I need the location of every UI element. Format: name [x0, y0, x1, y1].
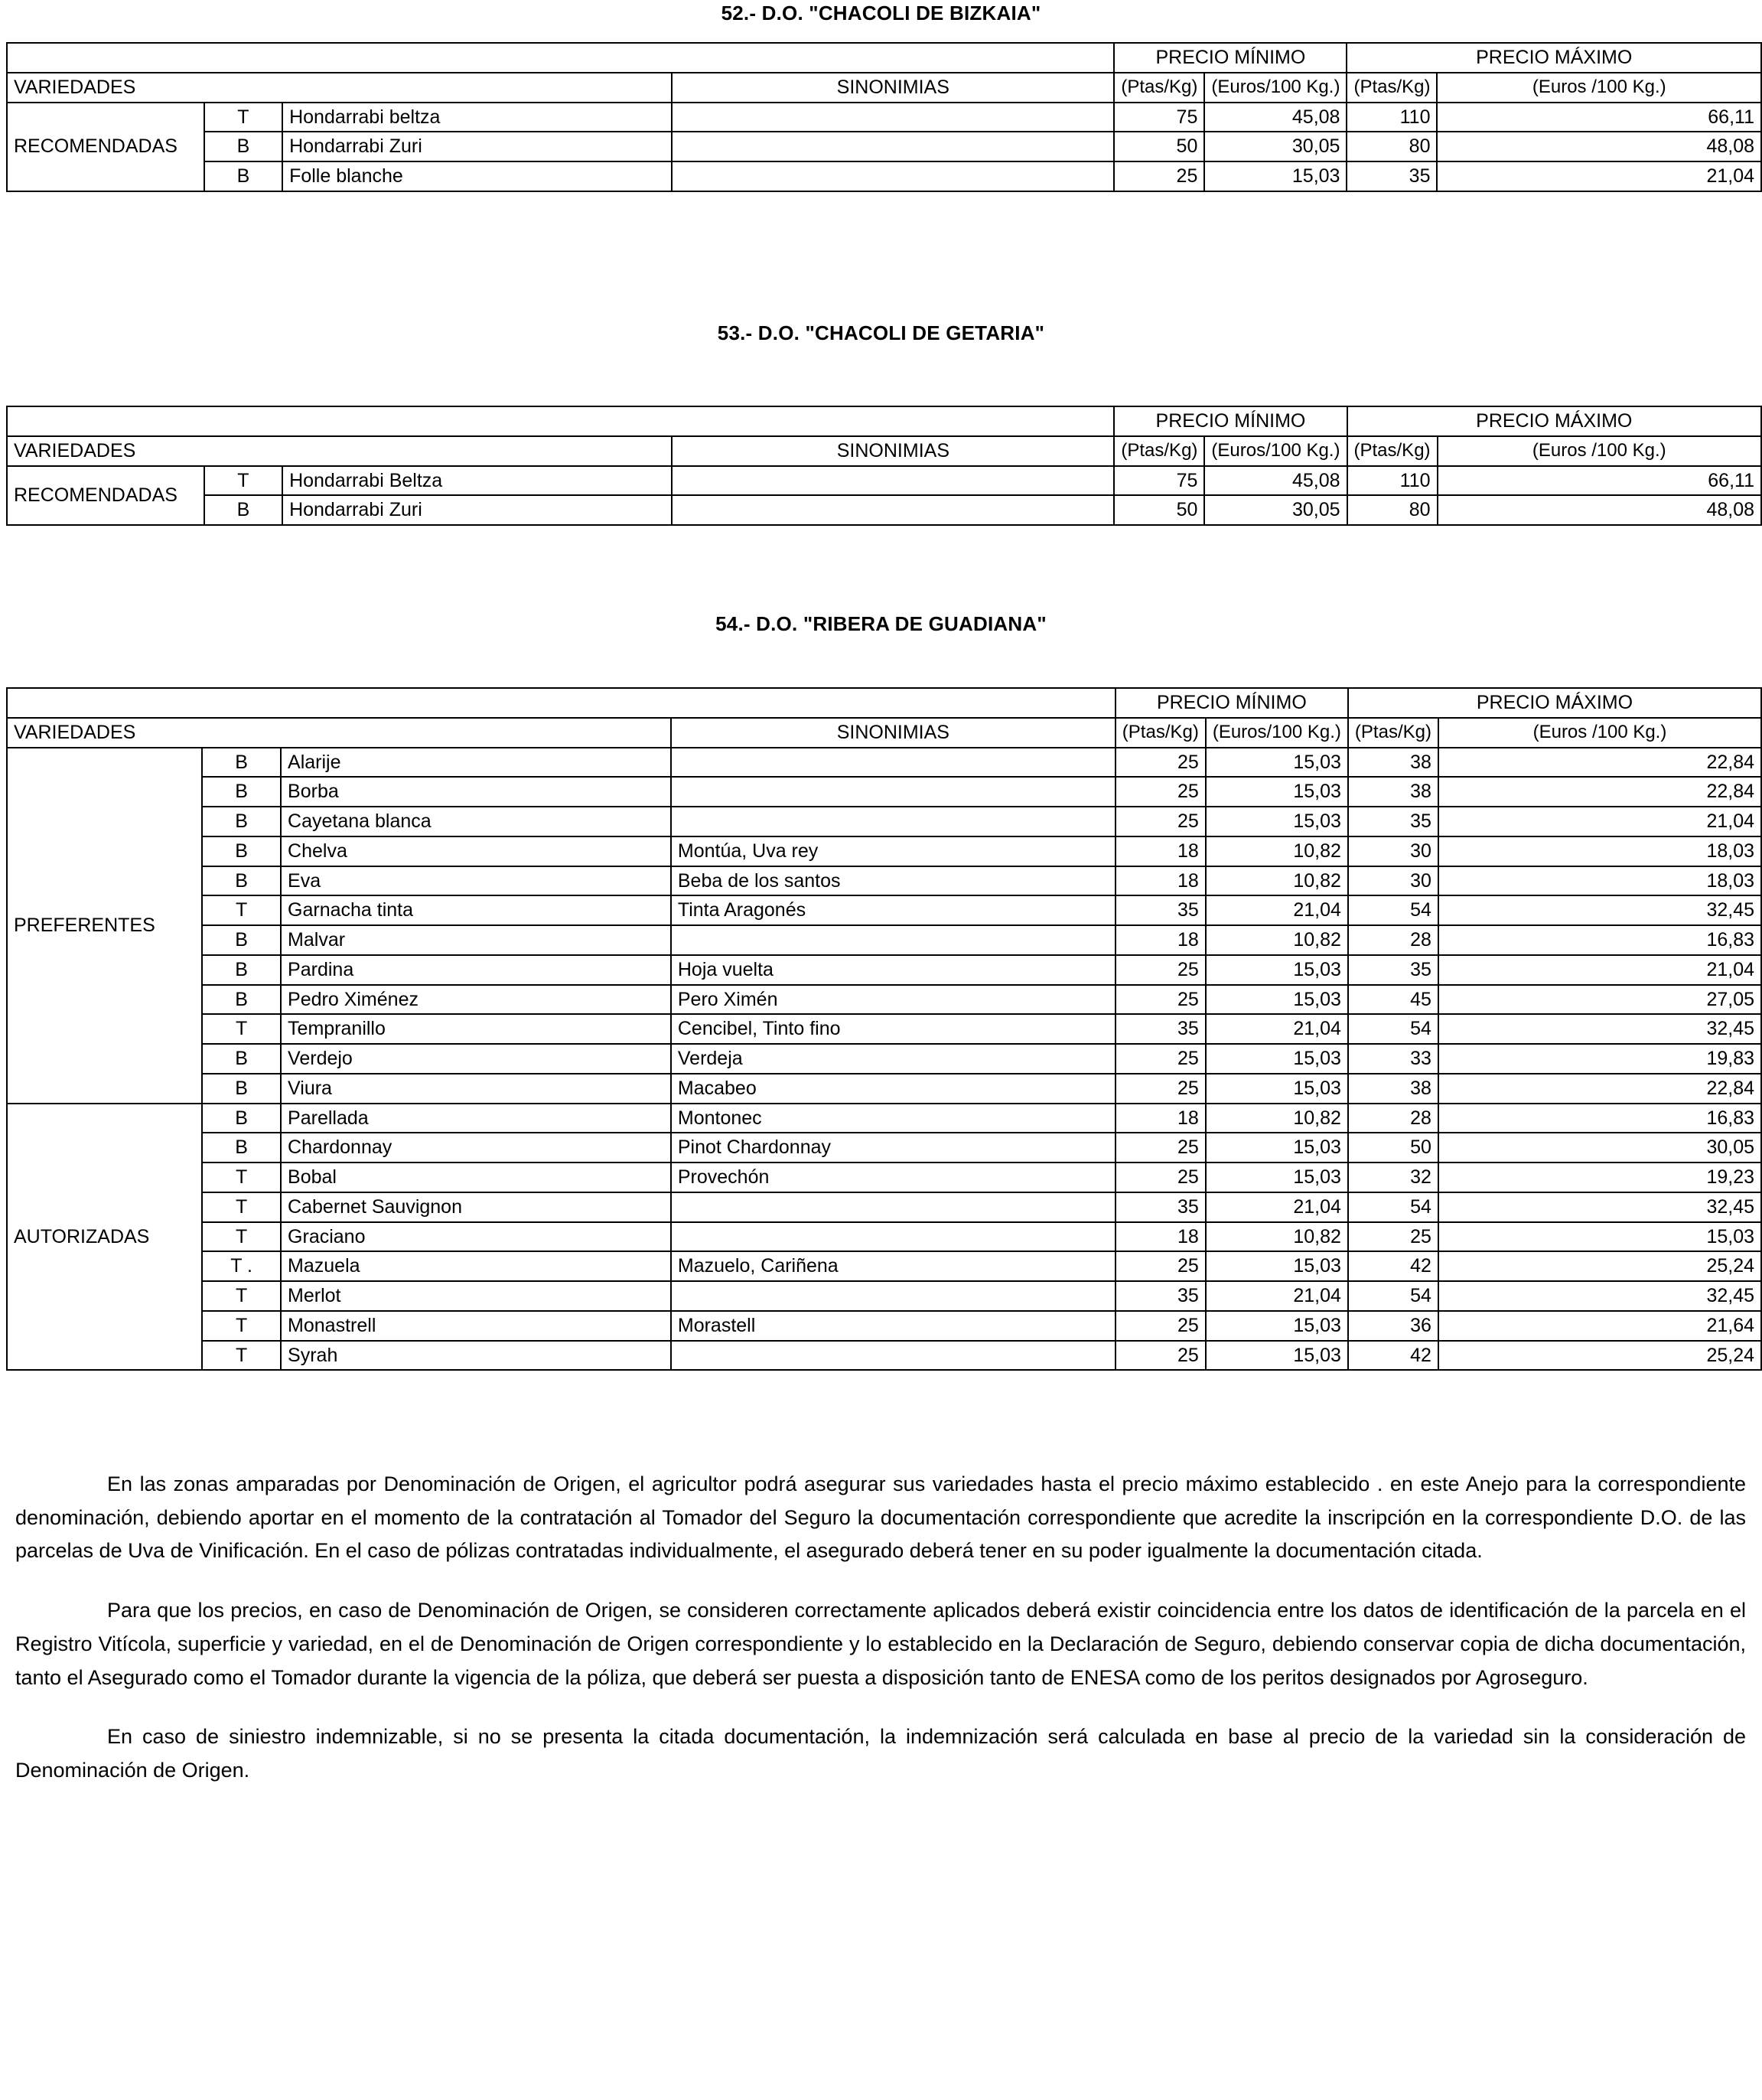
section-title-54	[0, 612, 1762, 636]
cell-min-ptas: 25	[1115, 1341, 1206, 1371]
table-chacoli-de-getaria	[6, 406, 1762, 526]
table-row	[7, 985, 1761, 1015]
cell-min-ptas: 18	[1115, 925, 1206, 955]
cell-min-ptas: 25	[1115, 1162, 1206, 1192]
header-min-ptas: (Ptas/Kg)	[1114, 73, 1204, 103]
cell-max-euros: 25,24	[1438, 1251, 1761, 1281]
cell-min-ptas: 18	[1115, 1222, 1206, 1252]
cell-max-euros: 21,64	[1438, 1311, 1761, 1341]
cell-max-ptas: 80	[1347, 495, 1438, 525]
cell-sinonimias: Tinta Aragonés	[671, 895, 1115, 925]
cell-min-ptas: 25	[1115, 777, 1206, 807]
cell-min-ptas: 50	[1114, 495, 1204, 525]
cell-sinonimias: Pero Ximén	[671, 985, 1115, 1015]
cell-max-ptas: 54	[1348, 895, 1438, 925]
cell-variedad: Syrah	[281, 1341, 671, 1371]
cell-min-ptas: 25	[1114, 161, 1204, 191]
header-sinonimias: SINONIMIAS	[672, 436, 1114, 466]
cell-max-ptas: 38	[1348, 748, 1438, 778]
cell-max-euros: 32,45	[1438, 1014, 1761, 1044]
cell-tipo: B	[202, 1074, 281, 1104]
cell-variedad: Merlot	[281, 1281, 671, 1311]
cell-max-ptas: 45	[1348, 985, 1438, 1015]
section-54-heading: 54.- D.O. "RIBERA DE GUADIANA"	[715, 612, 1047, 635]
cell-max-euros: 32,45	[1438, 1192, 1761, 1222]
cell-sinonimias	[671, 1192, 1115, 1222]
table-row	[7, 103, 1761, 132]
cell-max-euros: 15,03	[1438, 1222, 1761, 1252]
table-row	[7, 807, 1761, 836]
cell-sinonimias: Beba de los santos	[671, 866, 1115, 896]
cell-min-ptas: 35	[1115, 1014, 1206, 1044]
cell-sinonimias: Macabeo	[671, 1074, 1115, 1104]
cell-max-ptas: 54	[1348, 1192, 1438, 1222]
cell-min-ptas: 25	[1115, 1133, 1206, 1162]
cell-tipo: B	[202, 955, 281, 985]
cell-max-ptas: 25	[1348, 1222, 1438, 1252]
cell-variedad: Tempranillo	[281, 1014, 671, 1044]
cell-min-euros: 15,03	[1206, 985, 1348, 1015]
cell-max-ptas: 50	[1348, 1133, 1438, 1162]
cell-max-euros: 21,04	[1437, 161, 1761, 191]
spacer-cell	[7, 406, 1114, 436]
cell-tipo: T	[202, 1281, 281, 1311]
table-53-column-header-row	[7, 436, 1761, 466]
cell-sinonimias: Montonec	[671, 1104, 1115, 1133]
cell-sinonimias: Mazuelo, Cariñena	[671, 1251, 1115, 1281]
cell-tipo: B	[202, 836, 281, 866]
cell-variedad: Folle blanche	[282, 161, 672, 191]
body-text-block	[15, 1468, 1746, 1788]
table-row	[7, 955, 1761, 985]
cell-sinonimias: Provechón	[671, 1162, 1115, 1192]
cell-min-ptas: 25	[1115, 1251, 1206, 1281]
table-row	[7, 1104, 1761, 1133]
table-row	[7, 161, 1761, 191]
cell-min-euros: 10,82	[1206, 866, 1348, 896]
cell-tipo: B	[202, 985, 281, 1015]
header-variedades: VARIEDADES	[7, 718, 671, 748]
cell-min-euros: 15,03	[1206, 955, 1348, 985]
cell-max-euros: 48,08	[1437, 132, 1761, 161]
cell-variedad: Chardonnay	[281, 1133, 671, 1162]
cell-tipo: T .	[202, 1251, 281, 1281]
cell-tipo: B	[202, 866, 281, 896]
cell-max-euros: 66,11	[1438, 466, 1761, 496]
cell-sinonimias: Hoja vuelta	[671, 955, 1115, 985]
table-53-group-header-row	[7, 406, 1761, 436]
header-min-euros: (Euros/100 Kg.)	[1204, 436, 1347, 466]
cell-sinonimias	[672, 495, 1114, 525]
cell-variedad: Hondarrabi Zuri	[282, 132, 672, 161]
cell-tipo: B	[202, 1044, 281, 1074]
group-label-preferentes: PREFERENTES	[7, 748, 202, 1104]
table-row	[7, 866, 1761, 896]
cell-sinonimias: Morastell	[671, 1311, 1115, 1341]
cell-sinonimias	[671, 1341, 1115, 1371]
section-53-heading: 53.- D.O. "CHACOLI DE GETARIA"	[717, 321, 1045, 344]
cell-max-ptas: 54	[1348, 1014, 1438, 1044]
table-54-group-header-row	[7, 688, 1761, 718]
header-precio-maximo: PRECIO MÁXIMO	[1348, 688, 1761, 718]
table-row	[7, 132, 1761, 161]
table-row	[7, 466, 1761, 496]
cell-tipo: B	[204, 161, 282, 191]
header-sinonimias: SINONIMIAS	[672, 73, 1114, 103]
cell-min-euros: 15,03	[1206, 1341, 1348, 1371]
cell-min-ptas: 18	[1115, 836, 1206, 866]
cell-variedad: Alarije	[281, 748, 671, 778]
cell-min-euros: 10,82	[1206, 1104, 1348, 1133]
section-52-heading: 52.- D.O. "CHACOLI DE BIZKAIA"	[721, 2, 1041, 24]
section-title-52	[0, 2, 1762, 25]
cell-min-ptas: 25	[1115, 748, 1206, 778]
cell-max-ptas: 32	[1348, 1162, 1438, 1192]
header-precio-minimo: PRECIO MÍNIMO	[1114, 43, 1347, 73]
cell-sinonimias	[672, 132, 1114, 161]
cell-variedad: Bobal	[281, 1162, 671, 1192]
header-variedades: VARIEDADES	[7, 73, 672, 103]
cell-min-ptas: 75	[1114, 466, 1204, 496]
cell-max-ptas: 28	[1348, 925, 1438, 955]
cell-min-euros: 30,05	[1204, 495, 1347, 525]
cell-max-ptas: 36	[1348, 1311, 1438, 1341]
cell-sinonimias: Pinot Chardonnay	[671, 1133, 1115, 1162]
table-row	[7, 1074, 1761, 1104]
cell-sinonimias: Cencibel, Tinto fino	[671, 1014, 1115, 1044]
cell-variedad: Pardina	[281, 955, 671, 985]
table-row	[7, 1044, 1761, 1074]
table-row	[7, 748, 1761, 778]
cell-min-ptas: 50	[1114, 132, 1204, 161]
cell-max-ptas: 33	[1348, 1044, 1438, 1074]
table-52-group-header-row	[7, 43, 1761, 73]
cell-sinonimias	[671, 807, 1115, 836]
section-title-53	[0, 321, 1762, 345]
table-52-column-header-row	[7, 73, 1761, 103]
header-precio-maximo: PRECIO MÁXIMO	[1347, 406, 1762, 436]
cell-max-ptas: 80	[1347, 132, 1437, 161]
header-precio-maximo: PRECIO MÁXIMO	[1347, 43, 1761, 73]
table-row	[7, 1222, 1761, 1252]
cell-max-ptas: 35	[1348, 807, 1438, 836]
cell-variedad: Monastrell	[281, 1311, 671, 1341]
header-variedades: VARIEDADES	[7, 436, 672, 466]
cell-variedad: Hondarrabi beltza	[282, 103, 672, 132]
cell-max-euros: 30,05	[1438, 1133, 1761, 1162]
spacer-cell	[7, 43, 1114, 73]
cell-tipo: T	[202, 1014, 281, 1044]
cell-min-euros: 45,08	[1204, 103, 1347, 132]
cell-min-euros: 15,03	[1206, 748, 1348, 778]
header-max-euros: (Euros /100 Kg.)	[1437, 73, 1761, 103]
cell-variedad: Viura	[281, 1074, 671, 1104]
cell-sinonimias	[672, 103, 1114, 132]
header-precio-minimo: PRECIO MÍNIMO	[1114, 406, 1347, 436]
table-row	[7, 1162, 1761, 1192]
cell-min-euros: 15,03	[1206, 1162, 1348, 1192]
cell-variedad: Cayetana blanca	[281, 807, 671, 836]
cell-max-euros: 27,05	[1438, 985, 1761, 1015]
table-row	[7, 1133, 1761, 1162]
spacer-cell	[7, 688, 1115, 718]
table-row	[7, 777, 1761, 807]
group-label-recomendadas: RECOMENDADAS	[7, 466, 204, 526]
cell-tipo: T	[202, 1222, 281, 1252]
cell-tipo: B	[202, 807, 281, 836]
paragraph-1: En las zonas amparadas por Denominación de Origen, el agricultor podrá asegurar sus variedades hasta el precio máximo establecido . en este Anejo para la correspondiente denominación, debiendo aportar en el momento de la contratación al Tomador del Seguro la documentación correspondiente que acredite la inscripción en la correspondiente D.O. de las parcelas de Uva de Vinificación. En el caso de pólizas contratadas individualmente, el asegurado deberá tener en su poder igualmente la documentación citada.	[15, 1472, 1746, 1563]
cell-sinonimias: Montúa, Uva rey	[671, 836, 1115, 866]
table-row	[7, 895, 1761, 925]
cell-min-euros: 21,04	[1206, 1014, 1348, 1044]
cell-tipo: T	[204, 103, 282, 132]
cell-max-euros: 21,04	[1438, 955, 1761, 985]
header-min-euros: (Euros/100 Kg.)	[1206, 718, 1348, 748]
cell-min-ptas: 25	[1115, 955, 1206, 985]
cell-min-euros: 15,03	[1206, 1311, 1348, 1341]
cell-min-euros: 15,03	[1206, 1133, 1348, 1162]
cell-min-ptas: 25	[1115, 1311, 1206, 1341]
table-row	[7, 1251, 1761, 1281]
cell-variedad: Parellada	[281, 1104, 671, 1133]
cell-max-euros: 25,24	[1438, 1341, 1761, 1371]
table-54-wrapper	[6, 687, 1762, 1371]
header-min-euros: (Euros/100 Kg.)	[1204, 73, 1347, 103]
paragraph-3: En caso de siniestro indemnizable, si no se presenta la citada documentación, la indemnización será calculada en base al precio de la variedad sin la consideración de Denominación de Origen.	[15, 1725, 1746, 1782]
cell-max-euros: 18,03	[1438, 836, 1761, 866]
cell-variedad: Hondarrabi Zuri	[282, 495, 672, 525]
header-min-ptas: (Ptas/Kg)	[1114, 436, 1204, 466]
cell-tipo: T	[202, 895, 281, 925]
header-max-euros: (Euros /100 Kg.)	[1438, 436, 1761, 466]
cell-min-ptas: 25	[1115, 1044, 1206, 1074]
cell-tipo: B	[202, 748, 281, 778]
cell-variedad: Graciano	[281, 1222, 671, 1252]
cell-max-euros: 19,83	[1438, 1044, 1761, 1074]
cell-variedad: Mazuela	[281, 1251, 671, 1281]
cell-tipo: T	[202, 1192, 281, 1222]
table-ribera-de-guadiana	[6, 687, 1762, 1371]
cell-max-euros: 18,03	[1438, 866, 1761, 896]
table-chacoli-de-bizkaia	[6, 42, 1762, 192]
cell-min-ptas: 25	[1115, 1074, 1206, 1104]
table-53-wrapper	[6, 406, 1762, 526]
cell-max-ptas: 42	[1348, 1251, 1438, 1281]
cell-min-ptas: 25	[1115, 985, 1206, 1015]
cell-max-euros: 66,11	[1437, 103, 1761, 132]
cell-max-euros: 32,45	[1438, 1281, 1761, 1311]
header-precio-minimo: PRECIO MÍNIMO	[1115, 688, 1348, 718]
cell-tipo: T	[204, 466, 282, 496]
cell-min-euros: 21,04	[1206, 895, 1348, 925]
cell-variedad: Garnacha tinta	[281, 895, 671, 925]
cell-tipo: B	[204, 495, 282, 525]
cell-max-euros: 48,08	[1438, 495, 1761, 525]
cell-min-euros: 10,82	[1206, 1222, 1348, 1252]
cell-min-euros: 15,03	[1206, 1044, 1348, 1074]
cell-max-euros: 19,23	[1438, 1162, 1761, 1192]
cell-min-ptas: 35	[1115, 1192, 1206, 1222]
cell-tipo: B	[202, 1133, 281, 1162]
cell-sinonimias	[671, 1222, 1115, 1252]
cell-tipo: B	[202, 777, 281, 807]
table-52-wrapper	[6, 42, 1762, 192]
cell-variedad: Hondarrabi Beltza	[282, 466, 672, 496]
cell-max-ptas: 42	[1348, 1341, 1438, 1371]
cell-max-ptas: 54	[1348, 1281, 1438, 1311]
cell-min-euros: 15,03	[1206, 777, 1348, 807]
cell-min-ptas: 75	[1114, 103, 1204, 132]
cell-sinonimias	[671, 925, 1115, 955]
cell-min-ptas: 35	[1115, 895, 1206, 925]
cell-tipo: T	[202, 1162, 281, 1192]
cell-min-ptas: 18	[1115, 866, 1206, 896]
cell-max-euros: 22,84	[1438, 777, 1761, 807]
cell-variedad: Cabernet Sauvignon	[281, 1192, 671, 1222]
table-row	[7, 1014, 1761, 1044]
cell-tipo: T	[202, 1311, 281, 1341]
cell-max-ptas: 30	[1348, 836, 1438, 866]
table-row	[7, 1281, 1761, 1311]
cell-min-ptas: 18	[1115, 1104, 1206, 1133]
header-max-euros: (Euros /100 Kg.)	[1438, 718, 1761, 748]
cell-min-euros: 15,03	[1206, 1074, 1348, 1104]
cell-tipo: B	[202, 1104, 281, 1133]
cell-max-ptas: 110	[1347, 103, 1437, 132]
table-row	[7, 925, 1761, 955]
cell-sinonimias	[672, 466, 1114, 496]
header-max-ptas: (Ptas/Kg)	[1347, 436, 1438, 466]
cell-variedad: Eva	[281, 866, 671, 896]
cell-max-euros: 22,84	[1438, 748, 1761, 778]
cell-variedad: Borba	[281, 777, 671, 807]
cell-sinonimias	[671, 748, 1115, 778]
group-label-autorizadas: AUTORIZADAS	[7, 1104, 202, 1371]
cell-sinonimias	[671, 777, 1115, 807]
table-row	[7, 836, 1761, 866]
table-54-column-header-row	[7, 718, 1761, 748]
cell-sinonimias	[672, 161, 1114, 191]
cell-sinonimias	[671, 1281, 1115, 1311]
cell-max-ptas: 30	[1348, 866, 1438, 896]
cell-min-euros: 15,03	[1204, 161, 1347, 191]
table-row	[7, 495, 1761, 525]
cell-tipo: T	[202, 1341, 281, 1371]
cell-sinonimias: Verdeja	[671, 1044, 1115, 1074]
cell-min-euros: 30,05	[1204, 132, 1347, 161]
cell-min-ptas: 25	[1115, 807, 1206, 836]
cell-min-euros: 10,82	[1206, 925, 1348, 955]
group-label-recomendadas: RECOMENDADAS	[7, 103, 204, 191]
cell-max-ptas: 38	[1348, 1074, 1438, 1104]
cell-min-euros: 45,08	[1204, 466, 1347, 496]
cell-tipo: B	[202, 925, 281, 955]
cell-max-ptas: 28	[1348, 1104, 1438, 1133]
cell-min-euros: 15,03	[1206, 1251, 1348, 1281]
header-min-ptas: (Ptas/Kg)	[1115, 718, 1206, 748]
cell-variedad: Pedro Ximénez	[281, 985, 671, 1015]
cell-max-euros: 16,83	[1438, 925, 1761, 955]
paragraph-2: Para que los precios, en caso de Denominación de Origen, se consideren correctamente aplicados deberá existir coincidencia entre los datos de identificación de la parcela en el Registro Vitícola, superficie y variedad, en el de Denominación de Origen correspondiente y lo establecido en la Declaración de Seguro, debiendo conservar copia de dicha documentación, tanto el Asegurado como el Tomador durante la vigencia de la póliza, que deberá ser puesta a disposición tanto de ENESA como de los peritos designados por Agroseguro.	[15, 1599, 1746, 1689]
cell-max-ptas: 110	[1347, 466, 1438, 496]
header-max-ptas: (Ptas/Kg)	[1348, 718, 1438, 748]
cell-max-euros: 16,83	[1438, 1104, 1761, 1133]
table-row	[7, 1192, 1761, 1222]
cell-max-ptas: 38	[1348, 777, 1438, 807]
cell-variedad: Malvar	[281, 925, 671, 955]
cell-min-ptas: 35	[1115, 1281, 1206, 1311]
header-max-ptas: (Ptas/Kg)	[1347, 73, 1437, 103]
table-row	[7, 1311, 1761, 1341]
cell-max-euros: 32,45	[1438, 895, 1761, 925]
cell-tipo: B	[204, 132, 282, 161]
cell-variedad: Verdejo	[281, 1044, 671, 1074]
cell-min-euros: 15,03	[1206, 807, 1348, 836]
table-row	[7, 1341, 1761, 1371]
cell-max-euros: 21,04	[1438, 807, 1761, 836]
cell-max-euros: 22,84	[1438, 1074, 1761, 1104]
cell-max-ptas: 35	[1348, 955, 1438, 985]
cell-min-euros: 21,04	[1206, 1281, 1348, 1311]
cell-variedad: Chelva	[281, 836, 671, 866]
cell-min-euros: 10,82	[1206, 836, 1348, 866]
cell-max-ptas: 35	[1347, 161, 1437, 191]
cell-min-euros: 21,04	[1206, 1192, 1348, 1222]
header-sinonimias: SINONIMIAS	[671, 718, 1115, 748]
